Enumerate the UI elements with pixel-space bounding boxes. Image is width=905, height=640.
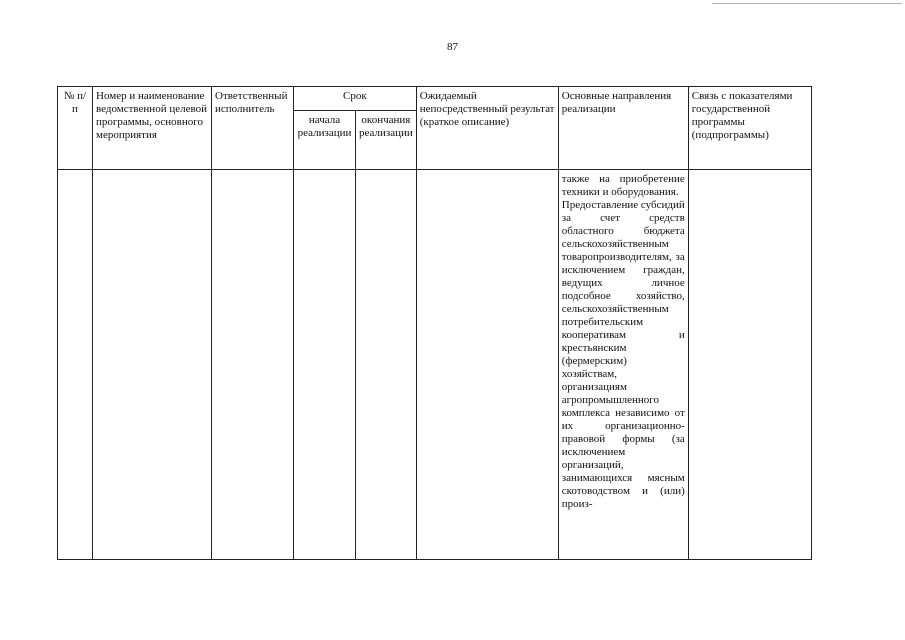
directions-paragraph-2: Предоставление субсидий за счет средств областного бюджета сельскохозяйственным товаропроизводителям, за исключением граждан, ведущих личное подсобное хозяйство, сельскохозяйственным потребительским кооперативам и крестьянским (фермерским) хозяйствам, организациям агропромышленного комплекса независимо от их организационно-правовой формы (за исключением организаций, занимающихся мясным скотоводством и (или) произ- — [561, 199, 685, 510]
table-row — [58, 170, 812, 560]
cell-end — [356, 170, 417, 560]
header-link: Связь с показателями государственной программы (подпрограммы) — [688, 87, 811, 170]
header-num: № п/п — [58, 87, 93, 170]
program-table — [57, 86, 812, 560]
cell-num — [58, 170, 93, 560]
header-directions: Основные направления реализации — [558, 87, 688, 170]
header-period: Срок — [294, 87, 417, 111]
cell-start — [294, 170, 356, 560]
cell-result — [416, 170, 558, 560]
header-period-start: начала реализации — [294, 111, 356, 170]
cell-program — [93, 170, 212, 560]
cell-link — [688, 170, 811, 560]
header-period-end: окончания реализации — [356, 111, 417, 170]
top-edge-line — [712, 3, 902, 4]
page-number: 87 — [447, 41, 458, 53]
header-row-1 — [58, 87, 812, 111]
directions-paragraph-1: также на приобретение техники и оборудования. — [561, 173, 685, 198]
cell-responsible — [212, 170, 294, 560]
cell-directions — [558, 170, 688, 560]
header-responsible: Ответственный исполнитель — [212, 87, 294, 170]
header-program: Номер и наименование ведомственной целевой программы, основного мероприятия — [93, 87, 212, 170]
header-result: Ожидаемый непосредственный результат (краткое описание) — [416, 87, 558, 170]
